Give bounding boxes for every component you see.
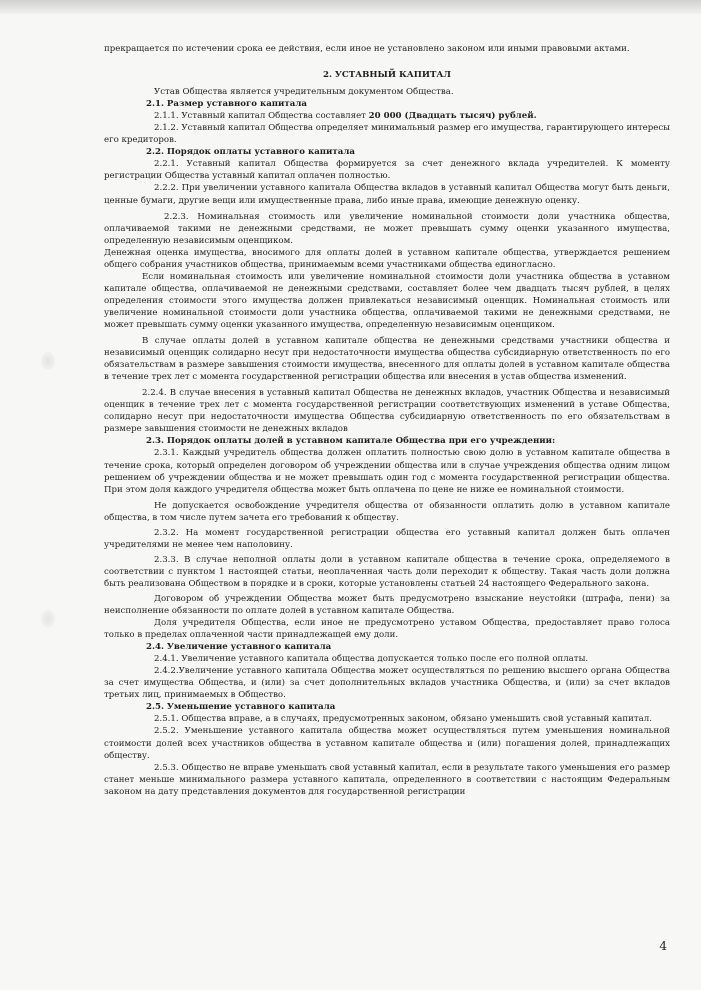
paragraph: Устав Общества является учредительным документом Общества. xyxy=(154,87,454,98)
scan-top-edge xyxy=(0,0,701,14)
paragraph: 2.2.1. Уставный капитал Общества формируется за счет денежного вклада учредителей. К моменту регистрации Общества уставный капитал оплачен полностью. xyxy=(104,159,670,182)
paragraph: 2.1.2. Уставный капитал Общества определяет минимальный размер его имущества, гарантирующего интересы его кредиторов. xyxy=(104,123,670,146)
paragraph: 2.5.1. Общества вправе, а в случаях, предусмотренных законом, обязано уменьшить свой уставный капитал. xyxy=(154,714,652,725)
paragraph: 2.2.3. Номинальная стоимость или увеличение номинальной стоимости доли участника общества, оплачиваемой такими не денежными средствами, не может превышать сумму оценки указанного имущества, определенную независимым оценщиком. xyxy=(104,211,670,246)
document-body xyxy=(104,43,670,798)
paragraph: 2.3.2. На момент государственной регистрации общества его уставный капитал должен быть оплачен учредителями не менее чем наполовину. xyxy=(104,527,670,550)
paragraph: Доля учредителя Общества, если иное не предусмотрено уставом Общества, предоставляет право голоса только в пределах оплаченной части принадлежащей ему доли. xyxy=(104,618,670,641)
capital-amount: 20 000 (Двадцать тысяч) рублей. xyxy=(368,111,537,122)
punch-hole xyxy=(41,610,55,628)
paragraph: 2.3.3. В случае неполной оплаты доли в уставном капитале общества в течение срока, определяемого в соответствии с пунктом 1 настоящей статьи, неоплаченная часть доли переходит к обществу. Такая часть доли должна быть реализована Обществом в порядке и в сроки, которые установлены статьей 24 настоящего Федерального закона. xyxy=(104,554,670,589)
paragraph: 2.3.1. Каждый учредитель общества должен оплатить полностью свою долю в уставном капитале общества в течение срока, который определен договором об учреждении общества или в случае учреждения общества одним лицом решением об учреждении общества и не может превышать один год с момента государственной регистрации общества. При этом доля каждого учредителя общества может быть оплачена по цене не ниже ее номинальной стоимости. xyxy=(104,448,670,495)
paragraph: 2.5.2. Уменьшение уставного капитала общества может осуществляться путем уменьшения номинальной стоимости долей всех участников общества в уставном капитале общества и (или) погашения долей, принадлежащих обществу. xyxy=(104,726,670,761)
paragraph: Денежная оценка имущества, вносимого для оплаты долей в уставном капитале общества, утверждается решением общего собрания участников общества, принимаемым всеми участниками общества единогласно. xyxy=(104,247,670,270)
paragraph: 2.2.4. В случае внесения в уставный капитал Общества не денежных вкладов, участник Общества и независимый оценщик в течение трех лет с момента государственной регистрации соответствующих изменений в уставе Общества, солидарно несут при недостаточности имущества Общества субсидиарную ответственность по его обязательствам в размере завышения стоимости не денежных вкладов xyxy=(104,388,670,435)
subsection-heading: 2.3. Порядок оплаты долей в уставном капитале Общества при его учреждении: xyxy=(146,436,556,447)
paragraph: 2.4.1. Увеличение уставного капитала общества допускается только после его полной оплаты. xyxy=(154,654,589,665)
section-title: 2. УСТАВНЫЙ КАПИТАЛ xyxy=(322,70,452,81)
subsection-heading: 2.2. Порядок оплаты уставного капитала xyxy=(146,147,355,158)
intro-paragraph: прекращается по истечении срока ее действия, если иное не установлено законом или иными правовыми актами. xyxy=(104,44,630,54)
paragraph xyxy=(104,110,670,122)
subsection-heading: 2.5. Уменьшение уставного капитала xyxy=(146,702,336,713)
subsection-heading: 2.1. Размер уставного капитала xyxy=(146,99,307,110)
paragraph: Не допускается освобождение учредителя общества от обязанности оплатить долю в уставном капитале общества, в том числе путем зачета его требований к обществу. xyxy=(104,500,670,523)
paragraph: Договором об учреждении Общества может быть предусмотрено взыскание неустойки (штрафа, пени) за неисполнение обязанности по оплате долей в уставном капитале Общества. xyxy=(104,593,670,617)
paragraph: Если номинальная стоимость или увеличение номинальной стоимости доли участника общества в уставном капитале общества, оплачиваемой не денежными средствами, составляет более чем двадцать тысяч рублей, в целях определения стоимости этого имущества должен привлекаться независимый оценщик. Номинальная стоимость или увеличение номинальной стоимости доли участника общества, оплачиваемой такими не денежными средствами, не может превышать сумму оценки указанного имущества, определенную независимым оценщиком. xyxy=(104,271,670,330)
subsection-heading: 2.4. Увеличение уставного капитала xyxy=(146,642,332,653)
paragraph: В случае оплаты долей в уставном капитале общества не денежными средствами участники общества и независимый оценщик солидарно несут при недостаточности имущества общества субсидиарную ответственность по его обязательствам в размере завышения стоимости имущества, внесенного для оплаты долей в уставном капитале общества в течение трех лет с момента государственной регистрации общества или внесения в устав общества изменений. xyxy=(104,336,670,383)
paragraph: 2.2.2. При увеличении уставного капитала Общества вкладов в уставный капитал Общества могут быть деньги, ценные бумаги, другие вещи или имущественные права, либо иные права, имеющие денежную оценку. xyxy=(104,183,670,206)
page-number: 4 xyxy=(659,939,667,953)
punch-hole xyxy=(41,352,55,370)
paragraph: 2.4.2.Увеличение уставного капитала Общества может осуществляться по решению высшего органа Общества за счет имущества Общества, и (или) за счет дополнительных вкладов участника Общества, и (или) за счет вкладов третьих лиц, принимаемых в Общество. xyxy=(104,666,670,701)
paragraph: 2.5.3. Общество не вправе уменьшать свой уставный капитал, если в результате такого уменьшения его размер станет меньше минимального размера уставного капитала, определенного в соответствии с настоящим Федеральным законом на дату представления документов для государственной регистрации xyxy=(104,762,670,797)
clause-text: 2.1.1. Уставный капитал Общества составляет xyxy=(154,111,369,122)
